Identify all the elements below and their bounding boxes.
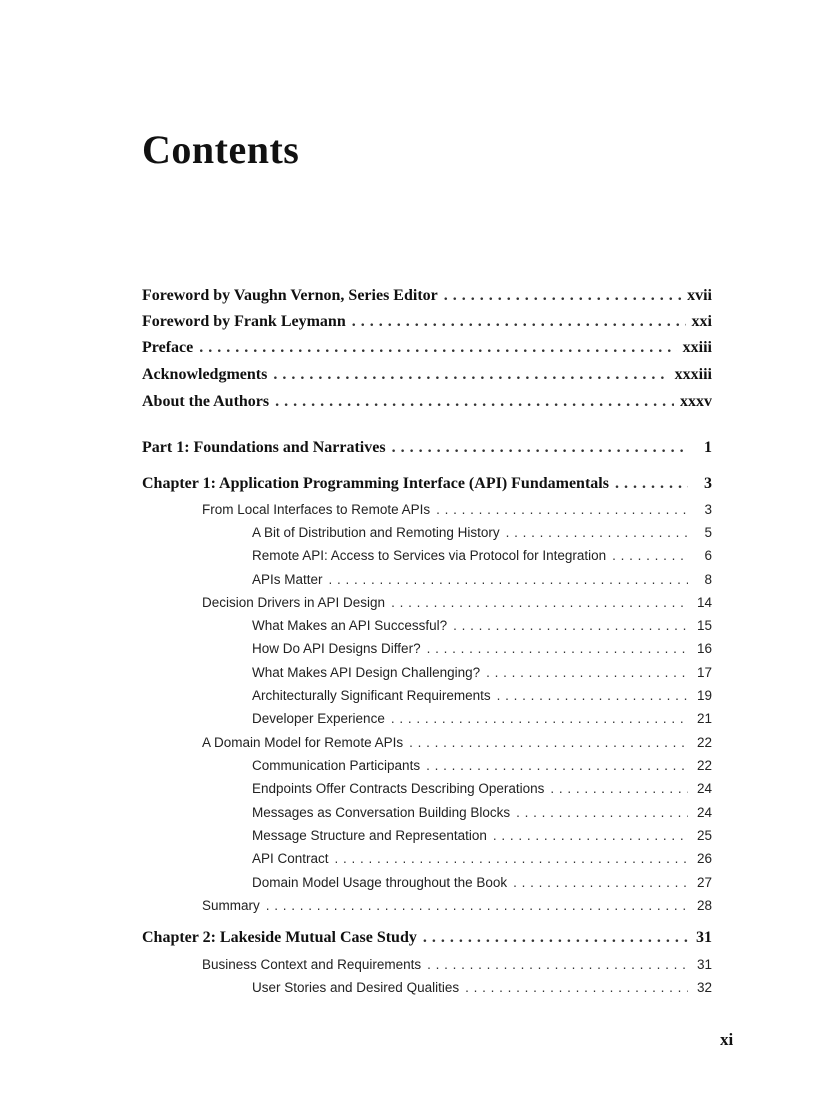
toc-entry[interactable] [252, 548, 712, 568]
toc-entry-page: 8 [704, 572, 712, 587]
toc-entry-page: 6 [704, 548, 712, 563]
dot-leader [392, 439, 688, 457]
toc-entry-page: 24 [696, 805, 712, 820]
toc-entry-page: 27 [696, 875, 712, 890]
toc-entry-title: Messages as Conversation Building Blocks [252, 805, 511, 820]
toc-entry-page: 32 [696, 980, 712, 995]
toc-entry-page: 21 [696, 711, 712, 726]
dot-leader [409, 735, 688, 750]
toc-entry-title: Communication Participants [252, 758, 421, 773]
toc-entry-page: 5 [704, 525, 712, 540]
toc-entry-title: How Do API Designs Differ? [252, 641, 421, 656]
dot-leader [465, 980, 688, 995]
toc-entry[interactable] [252, 781, 712, 801]
toc-entry-page: 25 [696, 828, 712, 843]
toc-entry-page: 15 [696, 618, 712, 633]
toc-entry-page: xvii [687, 287, 712, 304]
toc-entry-title: Summary [202, 898, 260, 913]
toc-entry[interactable] [252, 828, 712, 848]
toc-entry[interactable] [142, 313, 712, 333]
toc-entry-page: 28 [696, 898, 712, 913]
dot-leader [493, 828, 688, 843]
toc-entry[interactable] [252, 875, 712, 895]
toc-entry[interactable] [142, 287, 712, 307]
toc-entry[interactable] [202, 735, 712, 755]
dot-leader [506, 525, 688, 540]
toc-entry-page: 26 [696, 851, 712, 866]
dot-leader [199, 339, 676, 357]
toc-entry-title: A Bit of Distribution and Remoting History [252, 525, 500, 540]
toc-entry-title: User Stories and Desired Qualities [252, 980, 460, 995]
toc-entry-page: xxi [691, 313, 712, 330]
toc-entry[interactable] [252, 665, 712, 685]
page-title: Contents [142, 127, 300, 172]
toc-entry[interactable] [252, 572, 712, 592]
toc-entry[interactable] [252, 525, 712, 545]
toc-entry-title: Foreword by Frank Leymann [142, 313, 346, 330]
dot-leader [497, 688, 688, 703]
dot-leader [516, 805, 688, 820]
toc-entry-title: Preface [142, 339, 194, 356]
toc-entry-title: Business Context and Requirements [202, 957, 422, 972]
toc-entry-page: 22 [696, 758, 712, 773]
toc-entry-title: Part 1: Foundations and Narratives [142, 439, 386, 456]
toc-entry-page: 14 [696, 595, 712, 610]
toc-entry-title: Acknowledgments [142, 366, 268, 383]
dot-leader [550, 781, 688, 796]
toc-entry-title: Developer Experience [252, 711, 385, 726]
toc-entry-page: 1 [704, 439, 712, 456]
toc-entry[interactable] [252, 758, 712, 778]
dot-leader [444, 287, 681, 305]
toc-entry-title: Chapter 1: Application Programming Interface (API) Fundamentals [142, 475, 609, 492]
dot-leader [427, 957, 688, 972]
toc-entry[interactable] [142, 393, 712, 413]
dot-leader [352, 313, 686, 331]
toc-entry[interactable] [252, 805, 712, 825]
toc-entry-title: Endpoints Offer Contracts Describing Operations [252, 781, 545, 796]
toc-entry[interactable] [252, 688, 712, 708]
dot-leader [273, 366, 668, 384]
dot-leader [391, 711, 688, 726]
toc-entry-title: API Contract [252, 851, 329, 866]
toc-entry-title: Foreword by Vaughn Vernon, Series Editor [142, 287, 438, 304]
toc-entry-title: Architecturally Significant Requirements [252, 688, 491, 703]
dot-leader [391, 595, 688, 610]
dot-leader [513, 875, 688, 890]
toc-entry-title: About the Authors [142, 393, 270, 410]
dot-leader [335, 851, 688, 866]
toc-entry-page: xxxv [680, 393, 712, 410]
toc-entry[interactable] [252, 641, 712, 661]
toc-entry-page: 31 [696, 957, 712, 972]
dot-leader [486, 665, 688, 680]
toc-entry-page: 16 [696, 641, 712, 656]
toc-entry[interactable] [202, 898, 712, 918]
toc-entry-page: 19 [696, 688, 712, 703]
toc-entry-title: Decision Drivers in API Design [202, 595, 386, 610]
dot-leader [266, 898, 688, 913]
toc-entry[interactable] [142, 929, 712, 949]
toc-entry-page: 31 [696, 929, 712, 946]
toc-entry-title: What Makes API Design Challenging? [252, 665, 481, 680]
toc-entry-title: APIs Matter [252, 572, 323, 587]
toc-entry[interactable] [142, 339, 712, 359]
dot-leader [453, 618, 688, 633]
dot-leader [615, 475, 688, 493]
toc-entry-page: xxiii [682, 339, 712, 356]
toc-entry-title: Remote API: Access to Services via Protocol for Integration [252, 548, 607, 563]
toc-entry[interactable] [202, 595, 712, 615]
toc-entry[interactable] [142, 366, 712, 386]
toc-entry-title: From Local Interfaces to Remote APIs [202, 502, 431, 517]
page-number: xi [720, 1030, 734, 1049]
toc-entry[interactable] [142, 475, 712, 495]
dot-leader [436, 502, 688, 517]
toc-entry-title: Domain Model Usage throughout the Book [252, 875, 508, 890]
toc-entry[interactable] [252, 851, 712, 871]
toc-entry[interactable] [252, 711, 712, 731]
dot-leader [612, 548, 688, 563]
toc-entry-page: 22 [696, 735, 712, 750]
dot-leader [275, 393, 674, 411]
toc-entry-page: 3 [704, 502, 712, 517]
toc-entry-title: Chapter 2: Lakeside Mutual Case Study [142, 929, 417, 946]
dot-leader [426, 758, 688, 773]
toc-entry[interactable] [202, 502, 712, 522]
toc-entry[interactable] [252, 618, 712, 638]
toc-entry-page: 17 [696, 665, 712, 680]
toc-entry[interactable] [202, 957, 712, 977]
toc-entry-page: xxxiii [674, 366, 712, 383]
toc-entry-title: What Makes an API Successful? [252, 618, 448, 633]
toc-entry-title: Message Structure and Representation [252, 828, 487, 843]
toc-entry-page: 3 [704, 475, 712, 492]
dot-leader [329, 572, 688, 587]
toc-entry[interactable] [142, 439, 712, 459]
toc-entry[interactable] [252, 980, 712, 1000]
toc-entry-title: A Domain Model for Remote APIs [202, 735, 404, 750]
dot-leader [427, 641, 688, 656]
dot-leader [423, 929, 688, 947]
toc-entry-page: 24 [696, 781, 712, 796]
